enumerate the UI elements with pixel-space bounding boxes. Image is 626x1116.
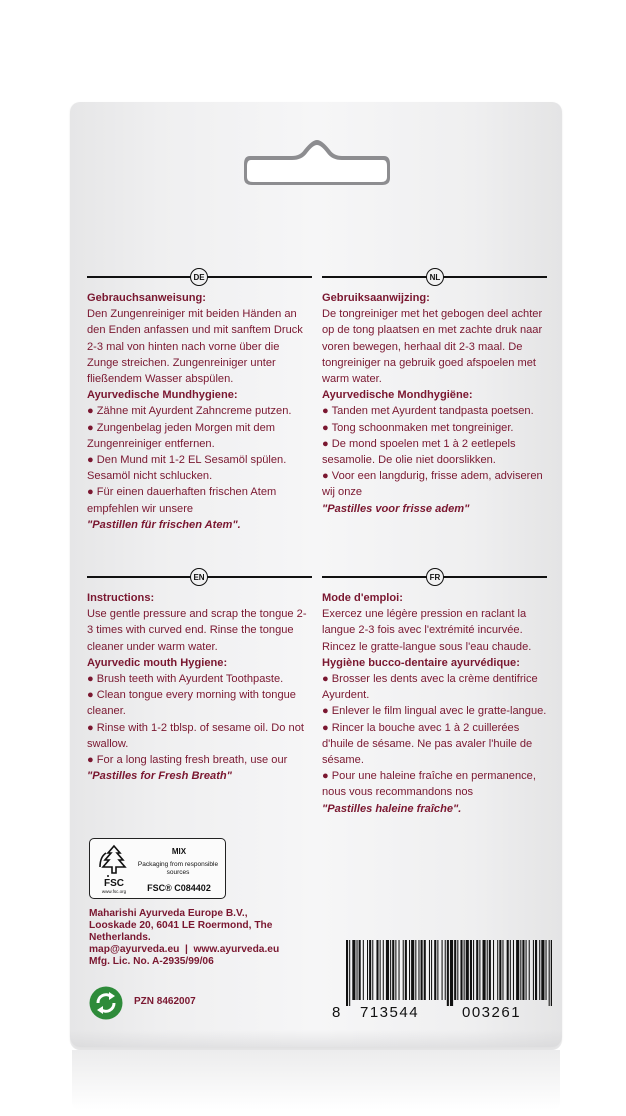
barcode-bar [507,940,509,1000]
bullet-item: ● Brush teeth with Ayurdent Toothpaste. [87,673,284,686]
bullet-item: ● Zungenbelag jeden Morgen mit dem Zungenreiniger entfernen. [87,421,276,450]
barcode-bar [497,940,498,1000]
fsc-logo-text: FSC [104,878,124,889]
barcode-bar [483,940,486,1000]
barcode-bar [424,940,426,1000]
barcode-bar [510,940,511,1000]
fsc-mix: MIX [171,847,187,856]
barcode-bar [502,940,503,1000]
card-reflection [72,1050,560,1110]
section-header [87,568,312,586]
bullet-item: ● Brosser les dents avec la crème dentifrice Ayurdent. [322,673,538,702]
barcode [346,940,552,1006]
barcode-bar [357,940,358,1000]
barcode-bar [367,940,368,1000]
fsc-logo-url: www.fsc.org [101,889,127,894]
bullet-item: ● Den Mund mit 1-2 EL Sesamöl spülen. Sesamöl nicht schlucken. [87,454,287,483]
hang-hole-icon [242,140,392,186]
barcode-bar [399,940,400,1000]
fsc-code: FSC® C084402 [147,883,211,893]
hygiene-title: Ayurvedische Mundhygiene: [87,389,238,402]
product-name: "Pastilles voor frisse adem" [322,502,470,515]
barcode-bar [473,940,474,1000]
barcode-bar [493,940,494,1000]
barcode-bar [479,940,480,1000]
barcode-bar [359,940,361,1000]
barcode-bar [445,940,446,1000]
section-header [322,568,547,586]
instructions-text: Exercez une légère pression en raclant la langue 2-3 fois avec l'extrémité incurvée. Rincez le gratte-langue sous l'eau chaude. [322,608,532,653]
section-header [87,268,312,286]
barcode-bar [454,940,456,1000]
barcode-bar [392,940,394,1000]
barcode-first-digit: 8 [332,1004,341,1021]
barcode-bar [466,940,469,1000]
instructions-text: De tongreiniger met het gebogen deel achter op de tong plaatsen en met zachte druk naar voren bewegen, herhaal dit 2-3 maal. De tongreiniger na gebruik goed afspoelen met warm water. [322,308,543,386]
barcode-bar [529,940,530,1000]
barcode-bar [541,940,544,1000]
barcode-bar [447,940,449,1006]
barcode-bar [489,940,491,1000]
fsc-packaging: Packaging from responsible sources [137,861,219,876]
recycle-icon [89,986,123,1020]
barcode-bar [403,940,404,1000]
barcode-bar [450,940,453,1006]
barcode-bar [431,940,432,1000]
barcode-bar [363,940,364,1000]
barcode-bar [546,940,547,1000]
bullet-item: ● Enlever le film lingual avec le gratte-langue. [322,705,547,718]
barcode-bar [499,940,501,1000]
barcode-bar [434,940,436,1000]
barcode-bar [415,940,416,1000]
company-info [89,908,299,968]
barcode-bar [349,940,350,1006]
language-badge: DE [190,268,208,286]
bullet-item: ● Clean tongue every morning with tongue cleaner. [87,689,296,718]
barcode-bar [460,940,462,1000]
bullet-item: ● Tanden met Ayurdent tandpasta poetsen. [322,405,534,418]
hygiene-title: Hygiène bucco-dentaire ayurvédique: [322,656,520,669]
hygiene-title: Ayurvedische Mondhygiëne: [322,389,473,402]
barcode-bar [487,940,488,1000]
barcode-bar [418,940,419,1000]
company-license: Mfg. Lic. No. A-2935/99/06 [89,956,214,967]
company-contact: map@ayurveda.eu | www.ayurveda.eu [89,944,280,955]
bullet-item: ● Tong schoonmaken met tongreiniger. [322,421,514,434]
instructions-title: Mode d'emploi: [322,592,403,604]
bullet-item: ● Rincer la bouche avec 1 à 2 cuillerées d'huile de sésame. Ne pas avaler l'huile de sésame. [322,721,533,767]
barcode-bar [520,940,521,1000]
product-name: "Pastilles haleine fraîche". [322,802,462,815]
hygiene-title: Ayurvedic mouth Hygiene: [87,656,228,669]
barcode-bar [457,940,458,1000]
instructions-title: Gebruiksaanwijzing: [322,292,430,304]
barcode-bar [516,940,519,1000]
barcode-bar [383,940,384,1000]
barcode-group-2: 003261 [462,1004,522,1021]
bullet-item: ● Voor een langdurig, frisse adem, adviseren wij onze [322,470,543,499]
company-name: Maharishi Ayurveda Europe B.V., [89,908,248,919]
language-badge: NL [426,268,444,286]
language-badge: FR [426,568,444,586]
instructions-title: Instructions: [87,592,155,604]
bullet-item: ● Für einen dauerhaften frischen Atem empfehlen wir unsere [87,486,277,515]
barcode-bar [421,940,423,1000]
barcode-bar [476,940,478,1000]
barcode-bar [539,940,540,1000]
bullet-item: ● Pour une haleine fraîche en permanence, nous vous recommandons nos [322,770,536,799]
company-address: Looskade 20, 6041 LE Roermond, The Netherlands. [89,920,273,943]
barcode-bar [346,940,348,1006]
barcode-bar [551,940,552,1006]
language-badge: EN [190,568,208,586]
instructions-text: Use gentle pressure and scrap the tongue 2-3 times with curved end. Rinse the tongue cleaner under warm water. [87,608,307,653]
section-header [322,268,547,286]
instructions-title: Gebrauchsanweisung: [87,292,206,304]
barcode-bar [386,940,389,1000]
barcode-bar [369,940,371,1000]
instructions-text: Den Zungenreiniger mit beiden Händen an den Enden anfassen und mit sanftem Druck 2-3 mal von hinten nach vorne über die Zunge streichen. Zungenreiniger unter fließendem Wasser abspülen. [87,308,303,386]
barcode-bar [380,940,381,1000]
section-en [87,568,312,784]
barcode-bar [390,940,391,1000]
barcode-group-1: 713544 [360,1004,420,1021]
barcode-bar [376,940,378,1000]
barcode-bar [533,940,534,1000]
bullet-item: ● De mond spoelen met 1 à 2 eetlepels sesamolie. De olie niet doorslikken. [322,437,516,467]
barcode-bar [513,940,514,1000]
fsc-tree-icon [94,843,134,895]
barcode-bar [429,940,430,1000]
section-de [87,268,312,533]
pzn-number: PZN 8462007 [134,996,196,1007]
barcode-bar [405,940,407,1000]
product-name: "Pastilles for Fresh Breath" [87,770,232,783]
barcode-bar [409,940,410,1000]
barcode-bar [470,940,472,1000]
barcode-bar [522,940,524,1000]
barcode-bar [352,940,355,1000]
barcode-bar [411,940,414,1000]
barcode-bar [372,940,373,1000]
barcode-bar [535,940,537,1000]
bullet-item: ● For a long lasting fresh breath, use our [87,754,288,767]
bullet-item: ● Rinse with 1-2 tblsp. of sesame oil. Do not swallow. [87,721,304,750]
barcode-bar [549,940,550,1006]
barcode-bar [526,940,527,1000]
card-bottom-shade [70,1030,562,1050]
bullet-item: ● Zähne mit Ayurdent Zahncreme putzen. [87,405,292,418]
fsc-label [89,838,226,899]
section-nl [322,268,547,517]
barcode-bar [395,940,396,1000]
section-fr [322,568,547,817]
barcode-bar [437,940,438,1000]
product-name: "Pastillen für frischen Atem". [87,518,241,531]
barcode-bar [442,940,443,1000]
barcode-bar [464,940,465,1000]
